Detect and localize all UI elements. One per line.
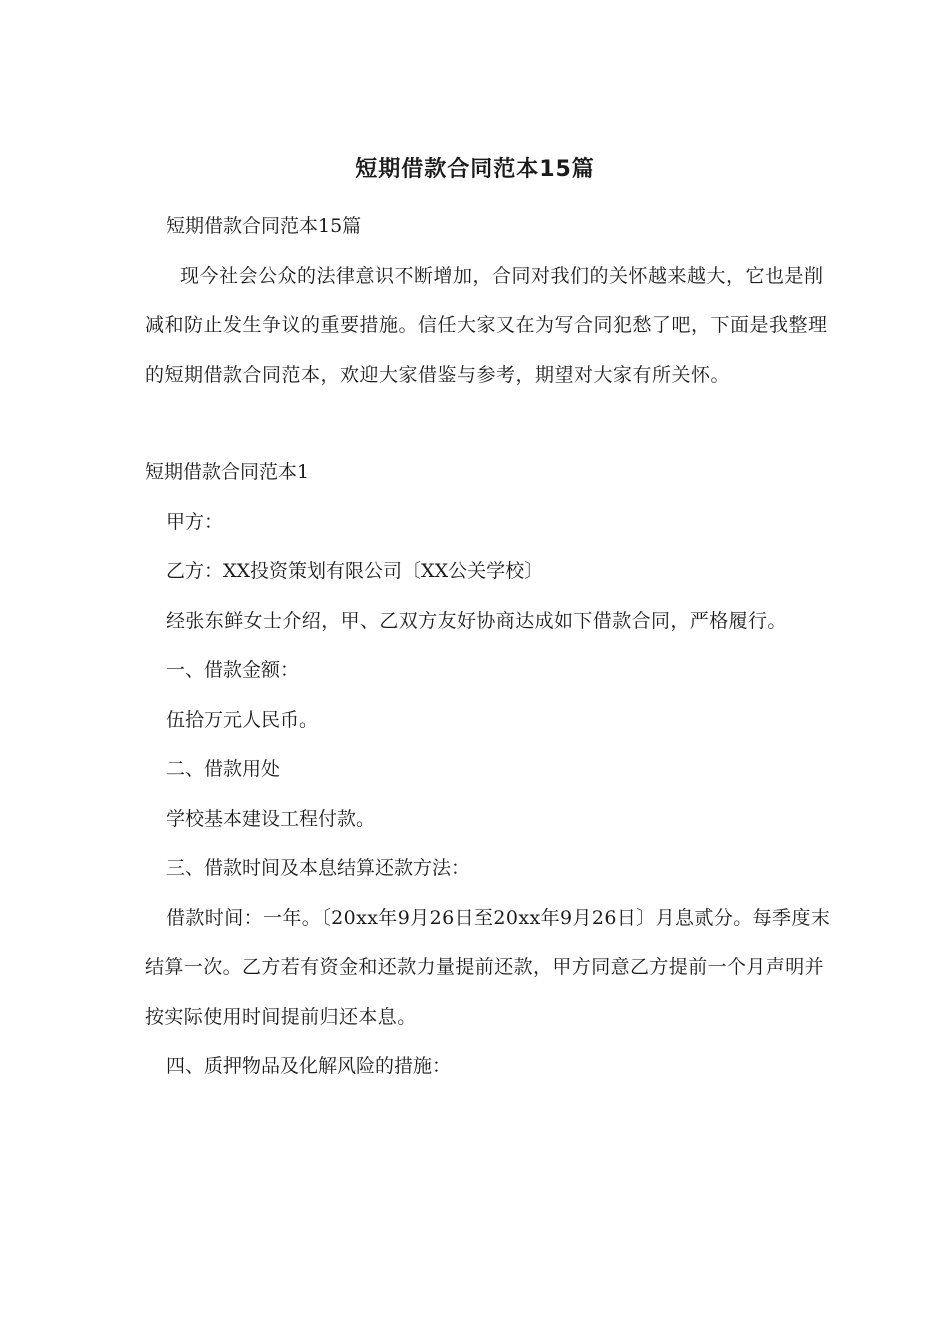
clause-4-title: 四、质押物品及化解风险的措施： [166,1055,452,1077]
clause-1-text: 伍拾万元人民币。 [166,708,319,731]
clause-3-text: 借款时间：一年。〔20xx年9月26日至20xx年9月26日〕月息贰分。每季度末结算一次。乙方若有资金和还款力量提前还款，甲方同意乙方提前一个月声明并按实际使用时间提前归还本息。 [145,906,831,1028]
document-title: 短期借款合同范本15篇 [355,157,595,182]
party-b-line: 乙方：XX投资策划有限公司〔XX公关学校〕 [166,560,544,582]
clause-2-title: 二、借款用处 [166,758,281,780]
agreement-paragraph: 经张东鲜女士介绍，甲、乙双方友好协商达成如下借款合同，严格履行。 [166,609,787,632]
clause-2-text: 学校基本建设工程付款。 [166,807,376,830]
intro-paragraph: 现今社会公众的法律意识不断增加，合同对我们的关怀越来越大，它也是削减和防止发生争议的重要措施。信任大家又在为写合同犯愁了吧，下面是我整理的短期借款合同范本，欢迎大家借鉴与参考，期望对大家有所关怀。 [145,264,828,386]
clause-1-title: 一、借款金额： [166,659,300,681]
party-a-line: 甲方： [166,510,224,533]
section-heading: 短期借款合同范本1 [145,461,310,483]
paragraph-gap [145,400,835,448]
document-subtitle: 短期借款合同范本15篇 [166,215,362,237]
document-body [145,202,835,1092]
clause-3-title: 三、借款时间及本息结算还款方法： [166,857,471,879]
